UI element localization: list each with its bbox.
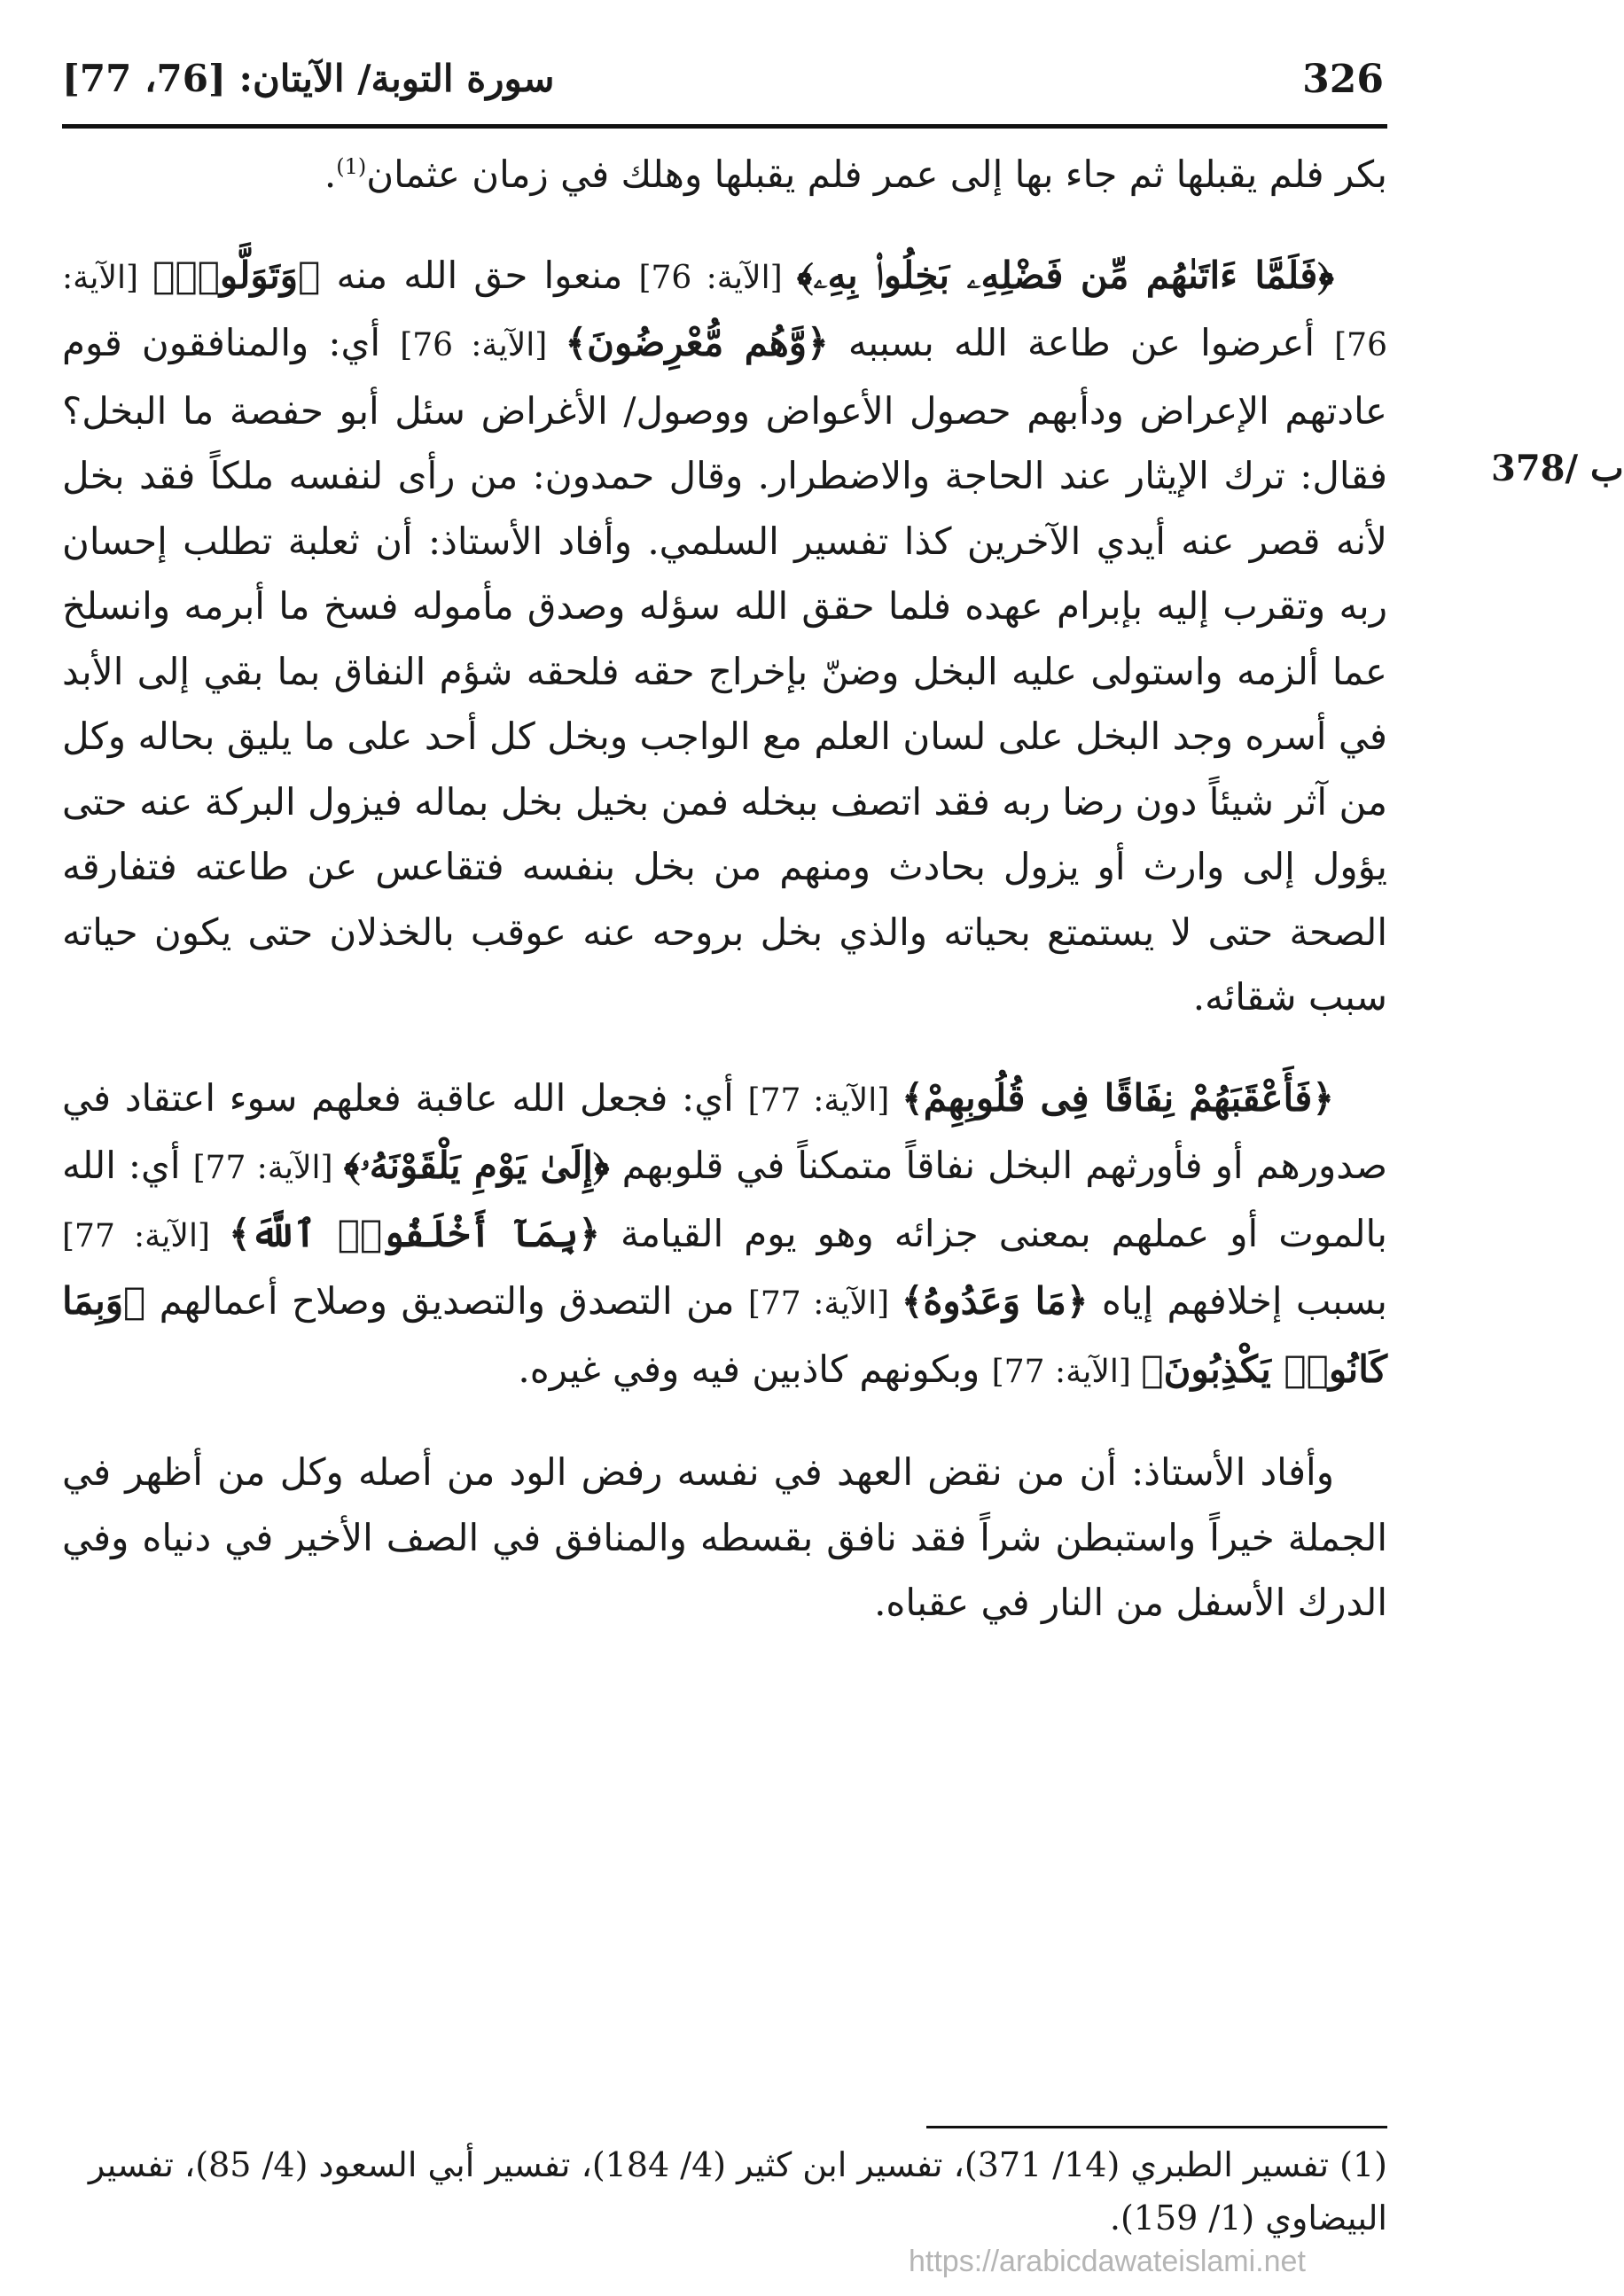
verse-reference: [الآية: 77] <box>747 1082 902 1119</box>
text-run: أي: الله بالموت أو عملهم بمعنى جزائه وهو يوم القيامة <box>62 1144 1387 1255</box>
quran-verse: ﴿إِلَىٰ يَوْمِ يَلْقَوْنَهُۥ﴾ <box>343 1144 610 1187</box>
page-number: 326 <box>1302 57 1384 102</box>
text-run: أعرضوا عن طاعة الله بسببه <box>828 321 1335 364</box>
text-run: . <box>324 152 337 196</box>
text-run: من التصدق والتصديق وصلاح أعمالهم <box>145 1279 748 1323</box>
verse-reference: [الآية: 77] <box>192 1150 344 1186</box>
footnote-divider <box>926 2126 1387 2128</box>
paragraph <box>62 243 1387 1030</box>
paragraph <box>62 1066 1387 1405</box>
header-title: سورة التوبة/ الآيتان: [76، 77] <box>62 57 555 100</box>
page-header <box>62 53 1387 117</box>
verse-reference: [الآية: 76] <box>638 259 797 296</box>
quran-verse: ﴿فَأَعْقَبَهُمْ نِفَاقًا فِى قُلُوبِهِمْ﴾ <box>902 1075 1334 1120</box>
text-run: بسبب إخلافهم إياه <box>1088 1279 1388 1323</box>
paragraph <box>62 1440 1387 1636</box>
footnote-marker: (1) <box>336 154 367 179</box>
text-run: منعوا حق الله منه <box>320 253 639 297</box>
verse-reference: [الآية: 76] <box>62 259 1387 363</box>
margin-folio-note: 378/ ب <box>1491 448 1624 489</box>
text-run: بكر فلم يقبلها ثم جاء بها إلى عمر فلم يقبلها وهلك في زمان عثمان <box>366 152 1387 196</box>
quran-verse: ﴿بِمَآ أَخْلَفُوا۟ ٱللَّهَ﴾ <box>229 1211 600 1255</box>
watermark-url: https://arabicdawateislami.net <box>909 2245 1306 2278</box>
verse-reference: [الآية: 76] <box>400 327 566 363</box>
quran-verse: ﴿مَا وَعَدُوهُ﴾ <box>901 1279 1089 1323</box>
header-divider <box>62 124 1387 129</box>
verse-reference: [الآية: 77] <box>62 1217 230 1254</box>
footnotes <box>62 2138 1387 2245</box>
text-run: أي: فجعل الله عاقبة فعلهم سوء اعتقاد في صدورهم أو فأورثهم البخل نفاقاً متمكناً في قلوبهم <box>62 1075 1387 1187</box>
quran-verse: ﴿وَتَوَلَّوا۟﴾ <box>152 253 321 297</box>
footnote: (1) تفسير الطبري (14/ 371)، تفسير ابن كثير (4/ 184)، تفسير أبي السعود (4/ 85)، تفسير البيضاوي (1/ 159). <box>88 2145 1387 2237</box>
quran-verse: ﴿وَّهُم مُّعْرِضُونَ﴾ <box>565 321 829 364</box>
text-run: وأفاد الأستاذ: أن من نقض العهد في نفسه رفض الود من أصله وكل من أظهر في الجملة خيراً واستبطن شراً فقد نافق بقسطه والمنافق في الصف الأخير في دنياه وفي الدرك الأسفل من النار في عقباه. <box>62 1450 1387 1624</box>
verse-reference: [الآية: 77] <box>747 1285 902 1322</box>
verse-reference: [الآية: 77] <box>991 1353 1142 1390</box>
text-run: أي: والمنافقون قوم عادتهم الإعراض ودأبهم حصول الأعواض ووصول/ الأغراض سئل أبو حفصة ما البخل؟ فقال: ترك الإيثار عند الحاجة والاضطرار. وقال حمدون: من رأى لنفسه ملكاً فقد بخل لأنه قصر عنه أيدي الآخرين كذا تفسير السلمي. وأفاد الأستاذ: أن ثعلبة تطلب إحسان ربه وتقرب إليه بإبرام عهده فلما حقق الله سؤله وصدق مأموله فسخ ما أبرمه وانسلخ عما ألزمه واستولى عليه البخل وضنّ بإخراج حقه فلحقه شؤم النفاق بما بقي إلى الأبد في أسره وجد البخل على لسان العلم مع الواجب وبخل كل أحد على ما يليق بحاله وكل من آثر شيئاً دون رضا ربه فقد اتصف ببخله فمن بخيل بخل بماله فيزول البركة عنه حتى يؤول إلى وارث أو يزول بحادث ومنهم من بخل بنفسه فتقاعس عن طاعته فتفارقه الصحة حتى لا يستمتع بحياته والذي بخل بروحه عنه عوقب بالخذلان حتى يكون حياته سبب شقائه. <box>62 321 1387 1019</box>
quran-verse: ﴿فَلَمَّا ءَاتَىٰهُم مِّن فَضْلِهِۦ بَخِلُوا۟ بِهِۦ﴾ <box>796 253 1334 297</box>
main-text <box>62 142 1387 1636</box>
text-run: وبكونهم كاذبين فيه وفي غيره. <box>518 1347 992 1391</box>
paragraph <box>62 142 1387 207</box>
quran-verse: ﴿وَبِمَا كَانُوا۟ يَكْذِبُونَ﴾ <box>62 1279 1387 1391</box>
